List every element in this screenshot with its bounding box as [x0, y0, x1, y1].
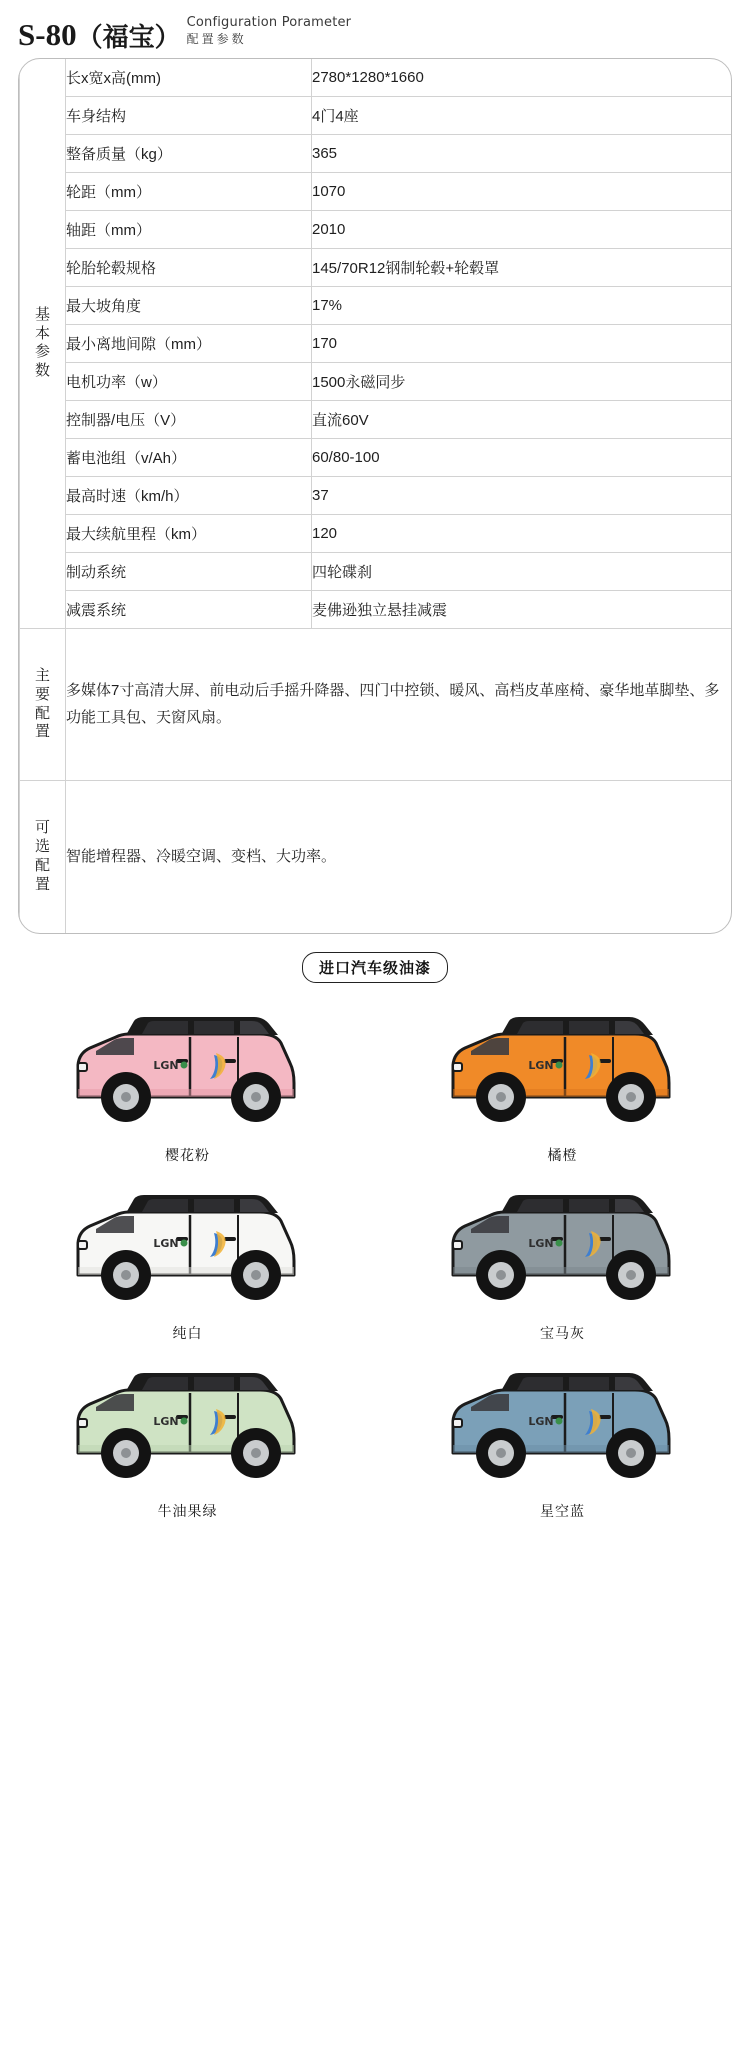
- main-config-text: 多媒体7寸高清大屏、前电动后手摇升降器、四门中控锁、暖风、高档皮革座椅、豪华地革脚垫、多功能工具包、天窗风扇。: [66, 629, 732, 781]
- spec-key: 轮胎轮毂规格: [66, 249, 312, 287]
- header-subtitle-en: Configuration Porameter: [186, 15, 352, 30]
- table-row: [20, 591, 732, 629]
- spec-value: 145/70R12钢制轮毂+轮毂罩: [312, 249, 732, 287]
- table-row: [20, 325, 732, 363]
- optional-config-text: 智能增程器、冷暖空调、变档、大功率。: [66, 781, 732, 933]
- spec-value: 120: [312, 515, 732, 553]
- spec-value: 17%: [312, 287, 732, 325]
- table-row: [20, 553, 732, 591]
- color-option[interactable]: [375, 993, 750, 1165]
- spec-table-container: [18, 58, 732, 934]
- header-subtitle: [187, 14, 352, 50]
- spec-key: 控制器/电压（V）: [66, 401, 312, 439]
- spec-value: 2780*1280*1660: [312, 59, 732, 97]
- color-option[interactable]: [0, 1349, 375, 1521]
- group-label-optional-config: 可选配置: [20, 781, 66, 933]
- color-option[interactable]: [0, 993, 375, 1165]
- spec-key: 轴距（mm）: [66, 211, 312, 249]
- model-code: S-80: [18, 16, 77, 52]
- table-row: [20, 249, 732, 287]
- spec-table-body: [20, 59, 732, 933]
- color-name-label: 纯白: [172, 1324, 203, 1341]
- table-row: [20, 173, 732, 211]
- car-illustration: [38, 993, 338, 1143]
- spec-key: 制动系统: [66, 553, 312, 591]
- table-row: [20, 287, 732, 325]
- svg-text:LGN: LGN: [527, 1236, 554, 1250]
- table-row: [20, 97, 732, 135]
- spec-value: 1070: [312, 173, 732, 211]
- color-name-label: 牛油果绿: [157, 1502, 218, 1519]
- car-illustration: [413, 993, 713, 1143]
- car-illustration: [38, 1171, 338, 1321]
- spec-value: 365: [312, 135, 732, 173]
- color-option[interactable]: [0, 1171, 375, 1343]
- spec-table: [19, 59, 731, 933]
- table-row: [20, 477, 732, 515]
- spec-value: 四轮碟刹: [312, 553, 732, 591]
- svg-text:LGN: LGN: [152, 1058, 179, 1072]
- color-name-label: 星空蓝: [540, 1502, 585, 1519]
- color-name-label: 樱花粉: [165, 1146, 210, 1163]
- spec-value: 直流60V: [312, 401, 732, 439]
- model-name-cn: （福宝）: [76, 21, 181, 52]
- page-header: [0, 0, 750, 56]
- spec-key: 整备质量（kg）: [66, 135, 312, 173]
- table-row: [20, 135, 732, 173]
- svg-text:LGN: LGN: [527, 1058, 554, 1072]
- spec-value: 麦佛逊独立悬挂减震: [312, 591, 732, 629]
- table-row: [20, 363, 732, 401]
- color-option[interactable]: [375, 1171, 750, 1343]
- table-row: [20, 439, 732, 477]
- car-illustration: [38, 1349, 338, 1499]
- spec-key: 最大续航里程（km）: [66, 515, 312, 553]
- paint-badge: 进口汽车级油漆: [302, 952, 448, 983]
- color-options-grid: [0, 993, 750, 1521]
- svg-text:LGN: LGN: [152, 1236, 179, 1250]
- spec-key: 蓄电池组（v/Ah）: [66, 439, 312, 477]
- spec-value: 60/80-100: [312, 439, 732, 477]
- table-row-optional-config: [20, 781, 732, 933]
- color-option[interactable]: [375, 1349, 750, 1521]
- table-row-main-config: [20, 629, 732, 781]
- color-name-label: 橘橙: [547, 1146, 578, 1163]
- table-row: [20, 59, 732, 97]
- spec-key: 最大坡角度: [66, 287, 312, 325]
- table-row: [20, 401, 732, 439]
- spec-key: 长x宽x高(mm): [66, 59, 312, 97]
- group-label-basic: 基本参数: [20, 59, 66, 629]
- svg-text:LGN: LGN: [527, 1414, 554, 1428]
- spec-key: 车身结构: [66, 97, 312, 135]
- table-row: [20, 515, 732, 553]
- spec-value: 4门4座: [312, 97, 732, 135]
- spec-key: 减震系统: [66, 591, 312, 629]
- color-name-label: 宝马灰: [540, 1324, 585, 1341]
- spec-value: 2010: [312, 211, 732, 249]
- group-label-main-config: 主要配置: [20, 629, 66, 781]
- paint-badge-row: [0, 952, 750, 983]
- car-illustration: [413, 1349, 713, 1499]
- car-illustration: [413, 1171, 713, 1321]
- spec-key: 最高时速（km/h）: [66, 477, 312, 515]
- spec-value: 1500永磁同步: [312, 363, 732, 401]
- table-row: [20, 211, 732, 249]
- header-subtitle-cn: 配置参数: [186, 31, 247, 46]
- spec-key: 最小离地间隙（mm）: [66, 325, 312, 363]
- spec-value: 37: [312, 477, 732, 515]
- svg-text:LGN: LGN: [152, 1414, 179, 1428]
- spec-value: 170: [312, 325, 732, 363]
- spec-key: 轮距（mm）: [66, 173, 312, 211]
- spec-key: 电机功率（w）: [66, 363, 312, 401]
